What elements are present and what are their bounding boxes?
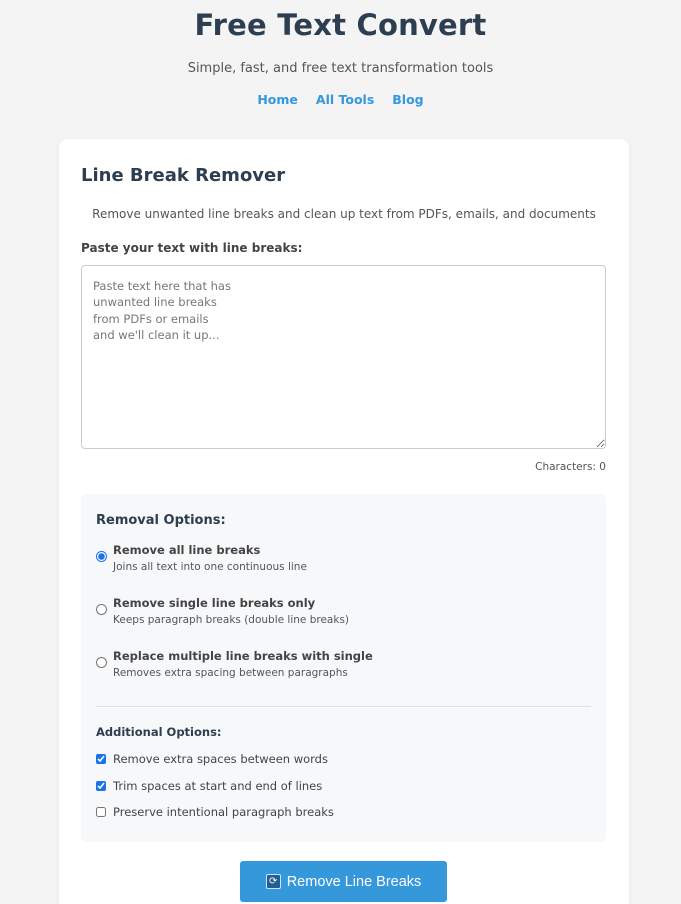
- site-tagline: Simple, fast, and free text transformation tools: [187, 61, 494, 76]
- button-label: Remove Line Breaks: [286, 873, 422, 890]
- nav-link-blog[interactable]: Blog: [392, 92, 424, 107]
- removal-options-heading: Removal Options:: [96, 513, 226, 528]
- checkbox-remove-extra-spaces-input[interactable]: [96, 754, 106, 764]
- refresh-icon: ⟳: [266, 874, 281, 889]
- radio-title: Remove all line breaks: [113, 543, 261, 557]
- site-title: Free Text Convert: [194, 8, 487, 42]
- checkbox-label: Remove extra spaces between words: [113, 752, 328, 766]
- radio-title: Replace multiple line breaks with single: [113, 649, 373, 663]
- options-panel: [81, 494, 606, 842]
- nav-link-home[interactable]: Home: [257, 92, 298, 107]
- site-nav: [0, 92, 681, 107]
- checkbox-trim-spaces-input[interactable]: [96, 781, 106, 791]
- tool-card: [59, 139, 629, 904]
- radio-subtitle: Joins all text into one continuous line: [113, 561, 307, 573]
- text-input[interactable]: [81, 265, 606, 449]
- radio-subtitle: Keeps paragraph breaks (double line breaks): [113, 614, 350, 626]
- radio-replace-multiple-input[interactable]: [96, 657, 107, 668]
- radio-subtitle: Removes extra spacing between paragraphs: [113, 667, 348, 679]
- nav-link-all-tools[interactable]: All Tools: [315, 92, 375, 107]
- radio-title: Remove single line breaks only: [113, 596, 316, 610]
- radio-remove-single-input[interactable]: [96, 604, 107, 615]
- character-count: Characters: 0: [535, 461, 606, 473]
- additional-options-heading: Additional Options:: [96, 725, 222, 739]
- checkbox-label: Trim spaces at start and end of lines: [113, 779, 323, 793]
- options-divider: [96, 706, 591, 707]
- radio-remove-all-input[interactable]: [96, 551, 107, 562]
- remove-line-breaks-button[interactable]: [240, 861, 447, 902]
- tool-description: Remove unwanted line breaks and clean up text from PDFs, emails, and documents: [92, 207, 596, 221]
- checkbox-preserve-paragraphs-input[interactable]: [96, 807, 106, 817]
- input-label: Paste your text with line breaks:: [81, 241, 303, 255]
- checkbox-label: Preserve intentional paragraph breaks: [113, 805, 334, 819]
- tool-title: Line Break Remover: [81, 165, 286, 186]
